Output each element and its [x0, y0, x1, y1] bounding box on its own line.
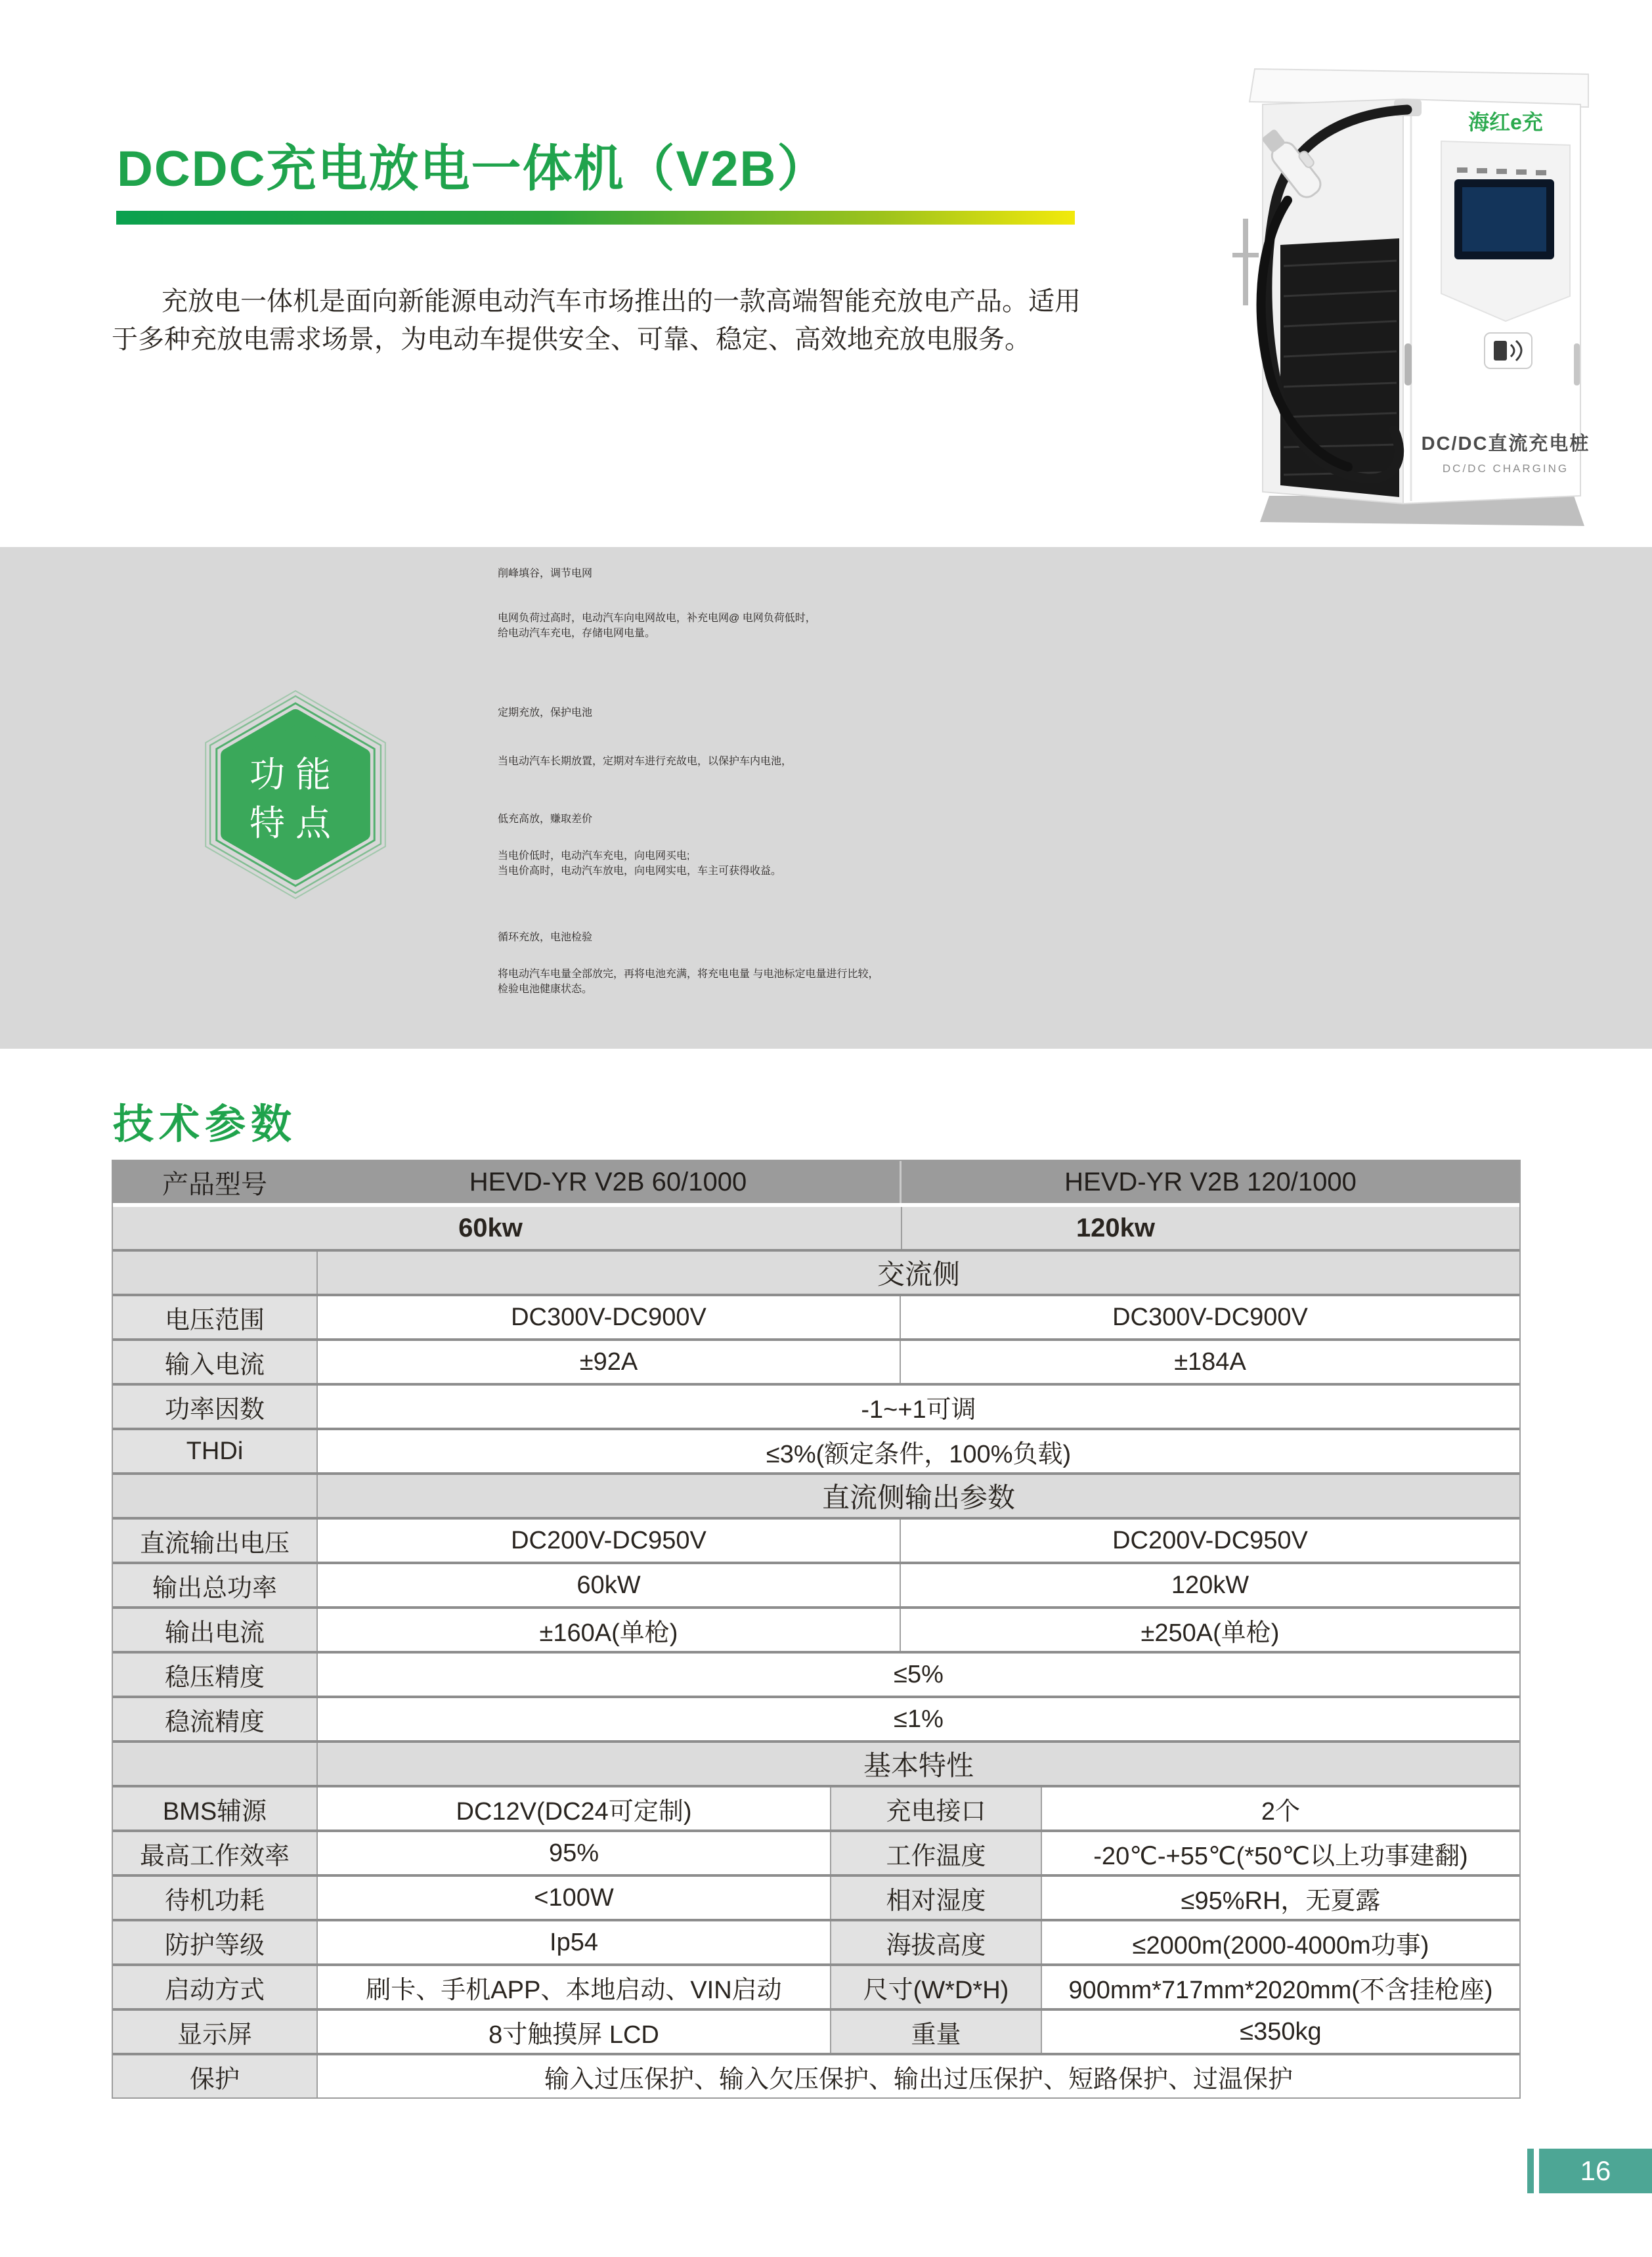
table-row [113, 1609, 1519, 1654]
table-cell: 60kW [316, 1564, 900, 1606]
table-row [113, 1654, 1519, 1698]
table-cell: 稳压精度 [113, 1654, 316, 1696]
table-cell: 120kW [900, 1564, 1519, 1606]
card-reader-icon [1494, 341, 1507, 361]
table-cell: ≤5% [316, 1654, 1519, 1696]
feature-body-peak-shaving [498, 609, 1575, 640]
table-cell [113, 1252, 316, 1294]
table-cell: DC200V-DC950V [316, 1520, 900, 1562]
table-cell: 启动方式 [113, 1966, 316, 2008]
table-cell: 直流输出电压 [113, 1520, 316, 1562]
table-cell: 60kw [458, 1213, 523, 1242]
table-cell: 基本特性 [316, 1743, 1519, 1785]
table-cell: 产品型号 [162, 1170, 267, 1199]
page-tab-accent-bar [1527, 2149, 1534, 2193]
hexagon-label-line2: 特点 [250, 804, 341, 843]
display-screen-content [1462, 187, 1546, 252]
table-row [113, 1161, 1519, 1207]
table-cell: 功率因数 [113, 1386, 316, 1428]
intro-line-2: 于多种充放电需求场景，为电动车提供安全、可靠、稳定、高效地充放电服务。 [112, 325, 1031, 354]
table-cell: 保护 [113, 2055, 316, 2097]
table-cell: THDi [113, 1430, 316, 1472]
door-hinge [1574, 343, 1580, 385]
table-row [113, 1564, 1519, 1609]
title-underline-gradient [116, 211, 1075, 225]
table-cell: 电压范围 [113, 1296, 316, 1338]
spec-table [112, 1160, 1521, 2099]
table-cell: BMS辅源 [113, 1787, 316, 1830]
table-cell: 尺寸(W*D*H) [830, 1966, 1041, 2008]
table-cell: ≤1% [316, 1698, 1519, 1740]
table-row [113, 1520, 1519, 1564]
hexagon-label-line1: 功能 [250, 755, 341, 795]
table-cell [113, 1475, 316, 1517]
table-row [113, 1475, 1519, 1520]
vent-grille [1280, 238, 1399, 497]
table-row [113, 1430, 1519, 1475]
table-cell: 充电接口 [830, 1787, 1041, 1830]
table-cell: 相对湿度 [830, 1877, 1041, 1919]
table-cell: 输入电流 [113, 1341, 316, 1383]
feature-body-line: 将电动汽车电量全部放完，再将电池充满，将充电电量 与电池标定电量进行比较， [498, 969, 879, 980]
feature-body-price-arbitrage [498, 847, 1575, 877]
feature-body-line: 检验电池健康状态。 [498, 984, 593, 995]
table-row [113, 1296, 1519, 1341]
table-cell: DC300V-DC900V [900, 1296, 1519, 1338]
table-cell: 交流侧 [316, 1252, 1519, 1294]
table-row [113, 2055, 1519, 2097]
feature-title-peak-shaving: 削峰填谷，调节电网 [498, 568, 593, 579]
feature-body-line: 当电价低时，电动汽车充电，向电网买电; [498, 850, 690, 862]
table-cell: 刷卡、手机APP、本地启动、VIN启动 [316, 1966, 830, 2008]
intro-line-1: 充放电一体机是面向新能源电动汽车市场推出的一款高端智能充放电产品。适用 [162, 287, 1081, 316]
cabinet-label-cn: DC/DC直流充电桩 [1421, 433, 1590, 454]
table-row [113, 1877, 1519, 1921]
table-cell: DC300V-DC900V [316, 1296, 900, 1338]
feature-body-line: 当电价高时，电动汽车放电，向电网实电，车主可获得收益。 [498, 866, 782, 877]
feature-title-battery-check: 循环充放，电池检验 [498, 932, 593, 943]
table-row [113, 1698, 1519, 1743]
table-cell: <100W [316, 1877, 830, 1919]
intro-paragraph [112, 282, 1149, 359]
cabinet-label-en: DC/DC CHARGING [1442, 462, 1569, 475]
table-cell: ±92A [316, 1341, 900, 1383]
table-cell: ±184A [900, 1341, 1519, 1383]
brand-logo-text: 海红e充 [1468, 110, 1543, 134]
table-cell [113, 1743, 316, 1785]
table-row [113, 1207, 1519, 1252]
hexagon-solid [228, 716, 363, 873]
table-cell: HEVD-YR V2B 120/1000 [900, 1161, 1519, 1203]
product-photo-charging-cabinet [1179, 36, 1594, 537]
table-cell: 95% [316, 1832, 830, 1874]
feature-body-line: 电网负荷过高时，电动汽车向电网故电，补充电网@ 电网负荷低时， [498, 613, 816, 624]
table-row [113, 1966, 1519, 2011]
table-cell: 重量 [830, 2011, 1041, 2053]
page-number: 16 [1580, 2155, 1611, 2186]
card-reader [1485, 333, 1532, 368]
table-cell: 显示屏 [113, 2011, 316, 2053]
table-cell: DC12V(DC24可定制) [316, 1787, 830, 1830]
page-number-tab [1539, 2149, 1652, 2193]
table-row [113, 1386, 1519, 1430]
specs-section-title: 技术参数 [113, 1102, 297, 1147]
table-cell: 输入过压保护、输入欠压保护、输出过压保护、短路保护、过温保护 [316, 2055, 1519, 2097]
door-handle [1404, 343, 1412, 385]
table-cell: 海拔高度 [830, 1921, 1041, 1963]
table-cell: 稳流精度 [113, 1698, 316, 1740]
gun-hanger-bracket [1232, 219, 1259, 305]
table-cell: -1~+1可调 [316, 1386, 1519, 1428]
feature-title-periodic-charge: 定期充放，保护电池 [498, 707, 593, 718]
table-cell: 最高工作效率 [113, 1832, 316, 1874]
table-row [113, 1921, 1519, 1966]
table-row [113, 1341, 1519, 1386]
table-cell: -20℃-+55℃(*50℃以上功事建翻) [1041, 1832, 1519, 1874]
table-row [113, 1787, 1519, 1832]
table-cell: HEVD-YR V2B 60/1000 [469, 1167, 747, 1196]
feature-body-battery-check [498, 965, 1575, 996]
table-cell: ±250A(单枪) [900, 1609, 1519, 1651]
table-cell: 工作温度 [830, 1832, 1041, 1874]
table-cell: 8寸触摸屏 LCD [316, 2011, 830, 2053]
table-cell: 900mm*717mm*2020mm(不含挂枪座) [1041, 1966, 1519, 2008]
table-cell: 待机功耗 [113, 1877, 316, 1919]
table-cell: 直流侧输出参数 [316, 1475, 1519, 1517]
features-hexagon-badge [184, 676, 407, 913]
table-cell: 120kw [901, 1207, 1519, 1249]
table-cell: ≤2000m(2000-4000m功事) [1041, 1921, 1519, 1963]
page-title: DCDC充电放电一体机（V2B） [117, 141, 829, 197]
feature-body-line: 给电动汽车充电，存储电网电量。 [498, 628, 656, 639]
table-cell: ≤350kg [1041, 2011, 1519, 2053]
table-row [113, 1252, 1519, 1296]
table-cell: ≤3%(额定条件，100%负载) [316, 1430, 1519, 1472]
table-cell: ±160A(单枪) [316, 1609, 900, 1651]
table-cell: 防护等级 [113, 1921, 316, 1963]
feature-body-periodic-charge [498, 753, 1575, 768]
table-cell: Ip54 [316, 1921, 830, 1963]
table-cell: 2个 [1041, 1787, 1519, 1830]
table-row [113, 1743, 1519, 1787]
table-row [113, 2011, 1519, 2055]
table-row [113, 1832, 1519, 1877]
table-cell: 输出总功率 [113, 1564, 316, 1606]
table-cell: 输出电流 [113, 1609, 316, 1651]
table-cell: DC200V-DC950V [900, 1520, 1519, 1562]
feature-title-price-arbitrage: 低充高放，赚取差价 [498, 814, 593, 825]
feature-body-line: 当电动汽车长期放置，定期对车进行充故电，以保护车内电池， [498, 756, 793, 767]
table-cell: ≤95%RH，无夏露 [1041, 1877, 1519, 1919]
